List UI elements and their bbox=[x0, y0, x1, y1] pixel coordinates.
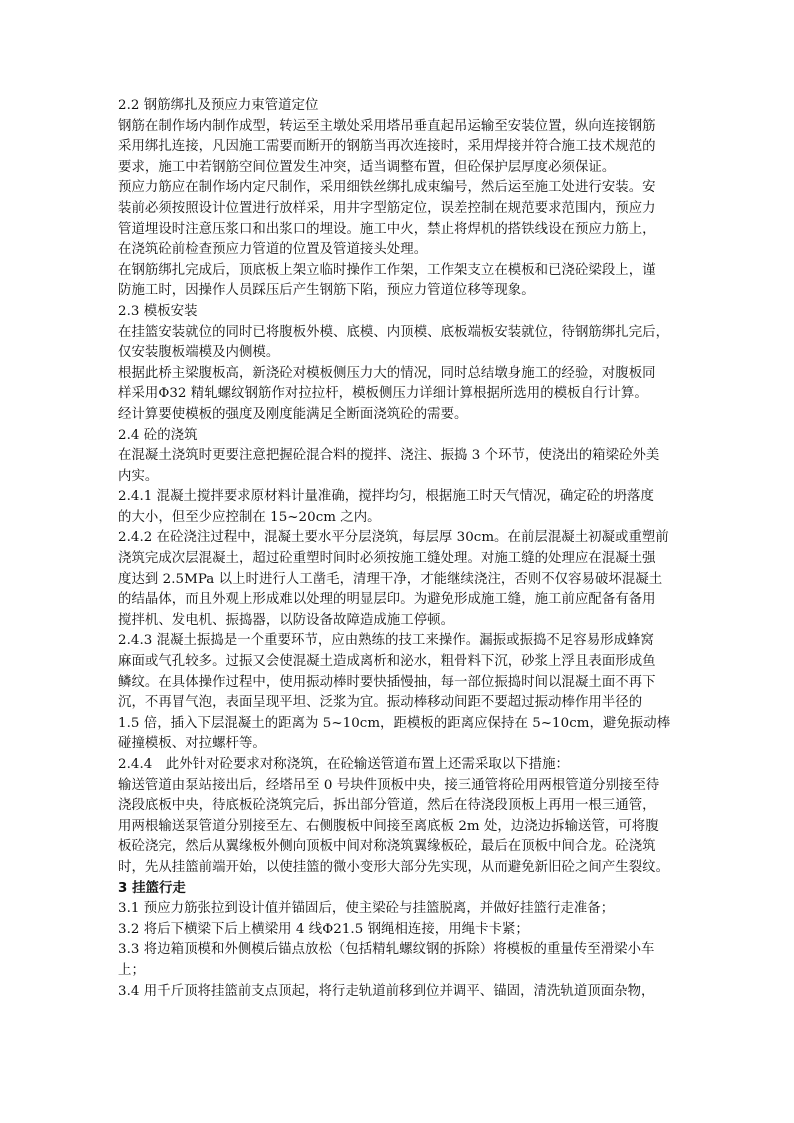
text-line: 防施工时，因操作人员踩压后产生钢筋下陷，预应力管道位移等现象。 bbox=[118, 283, 535, 299]
text-line: 的大小，但至少应控制在 15~20cm 之内。 bbox=[118, 509, 381, 525]
text-line: 3.3 将边箱顶模和外侧模后锚点放松（包括精轧螺纹钢的拆除）将模板的重量传至滑梁小车 bbox=[118, 942, 655, 958]
text-line: 输送管道由泵站接出后，经塔吊至 0 号块件顶板中央，接三通管将砼用两根管道分别接至待 bbox=[118, 777, 660, 793]
section-heading-2-2: 2.2 钢筋绑扎及预应力束管道定位 bbox=[118, 98, 319, 113]
text-line: 3.2 将后下横梁下后上横梁用 4 线Φ21.5 钢绳相连接，用绳卡卡紧； bbox=[118, 921, 529, 937]
text-line: 碰撞模板、对拉螺杆等。 bbox=[118, 736, 266, 752]
text-line: 在挂篮安装就位的同时已将腹板外模、底模、内顶模、底板端板安装就位，待钢筋绑扎完后， bbox=[118, 324, 670, 340]
text-line: 板砼浇完，然后从翼缘板外侧向顶板中间对称浇筑翼缘板砼，最后在顶板中间合龙。砼浇筑 bbox=[118, 839, 656, 855]
text-line: 麻面或气孔较多。过振又会使混凝土造成离析和泌水，粗骨料下沉，砂浆上浮且表面形成鱼 bbox=[118, 654, 656, 670]
text-line: 根据此桥主梁腹板高，新浇砼对模板侧压力大的情况，同时总结墩身施工的经验，对腹板同 bbox=[118, 365, 656, 381]
text-line: 仅安装腹板端模及内侧模。 bbox=[118, 345, 280, 361]
text-line: 时，先从挂篮前端开始，以使挂篮的微小变形大部分先实现，从而避免新旧砼之间产生裂纹。 bbox=[118, 859, 670, 875]
text-line: 在钢筋绑扎完成后，顶底板上架立临时操作工作架，工作架支立在模板和已浇砼梁段上，谨 bbox=[118, 262, 656, 278]
text-line: 采用绑扎连接，凡因施工需要而断开的钢筋当再次连接时，采用焊接并符合施工技术规范的 bbox=[118, 139, 656, 155]
text-line: 管道埋设时注意压浆口和出浆口的埋设。施工中火，禁止将焊机的搭铁线设在预应力筋上， bbox=[118, 221, 656, 237]
text-line: 的结晶体，而且外观上形成难以处理的明显层印。为避免形成施工缝，施工前应配备有备用 bbox=[118, 592, 656, 608]
text-line: 装前必须按照设计位置进行放样采，用井字型筋定位，误差控制在规范要求范围内，预应力 bbox=[118, 200, 656, 216]
document-page bbox=[118, 96, 680, 1002]
text-line: 浇段底板中央，待底板砼浇筑完后，拆出部分管道，然后在待浇段顶板上再用一根三通管， bbox=[118, 798, 656, 814]
text-line: 2.4.4 此外针对砼要求对称浇筑，在砼输送管道布置上还需采取以下措施： bbox=[118, 757, 569, 772]
text-line: 钢筋在制作场内制作成型，转运至主墩处采用塔吊垂直起吊运输至安装位置，纵向连接钢筋 bbox=[118, 118, 656, 134]
text-line: 3.1 预应力筋张拉到设计值并锚固后，使主梁砼与挂篮脱离，并做好挂篮行走准备； bbox=[118, 901, 615, 917]
text-line: 预应力筋应在制作场内定尺制作，采用细铁丝绑扎成束编号，然后运至施工处进行安装。安 bbox=[118, 180, 656, 196]
text-line: 鳞纹。在具体操作过程中，使用振动棒时要快插慢抽，每一部位振捣时间以混凝土面不再下 bbox=[118, 674, 656, 690]
text-line: 2.4.2 在砼浇注过程中，混凝土要水平分层浇筑，每层厚 30cm。在前层混凝土初凝或重塑前 bbox=[118, 530, 669, 546]
text-line: 在混凝土浇筑时更要注意把握砼混合料的搅拌、浇注、振捣 3 个环节，使浇出的箱梁砼外美 bbox=[118, 448, 660, 464]
text-line: 度达到 2.5MPa 以上时进行人工凿毛，清理干净，才能继续浇注，否则不仅容易破坏混凝土 bbox=[118, 571, 663, 587]
text-line: 3.4 用千斤顶将挂篮前支点顶起，将行走轨道前移到位并调平、锚固，清洗轨道顶面杂物， bbox=[118, 983, 655, 999]
text-line: 浇筑完成次层混凝土，超过砼重塑时间时必须按施工缝处理。对施工缝的处理应在混凝土强 bbox=[118, 551, 656, 567]
text-line: 样采用Φ32 精轧螺纹钢筋作对拉拉杆，模板侧压力详细计算根据所选用的模板自行计算。 bbox=[118, 386, 648, 402]
text-line: 上； bbox=[118, 962, 145, 978]
text-line: 在浇筑砼前检查预应力管道的位置及管道接头处理。 bbox=[118, 242, 428, 258]
section-heading-2-3: 2.3 模板安装 bbox=[118, 303, 198, 319]
text-line: 2.4.1 混凝土搅拌要求原材料计量准确，搅拌均匀，根据施工时天气情况，确定砼的坍落度 bbox=[118, 489, 654, 505]
text-line: 2.4.3 混凝土振捣是一个重要环节，应由熟练的技工来操作。漏振或振捣不足容易形成蜂窝 bbox=[118, 633, 654, 649]
text-line: 沉，不再冒气泡，表面呈现平坦、泛浆为宜。振动棒移动间距不要超过振动棒作用半径的 bbox=[118, 695, 643, 711]
text-line: 用两根输送泵管道分别接至左、右侧腹板中间接至离底板 2m 处，边浇边拆输送管，可将腹 bbox=[118, 818, 659, 834]
text-line: 搅拌机、发电机、振捣器，以防设备故障造成施工停顿。 bbox=[118, 612, 455, 628]
text-line: 1.5 倍，插入下层混凝土的距离为 5~10cm，距模板的距离应保持在 5~10cm，避免振动棒 bbox=[118, 715, 671, 731]
section-heading-3: 3 挂篮行走 bbox=[118, 880, 186, 896]
text-line: 内实。 bbox=[118, 468, 159, 484]
text-line: 经计算要使模板的强度及刚度能满足全断面浇筑砼的需要。 bbox=[118, 406, 468, 422]
section-heading-2-4: 2.4 砼的浇筑 bbox=[118, 427, 198, 443]
text-line: 要求，施工中若钢筋空间位置发生冲突，适当调整布置，但砼保护层厚度必须保证。 bbox=[118, 159, 616, 175]
